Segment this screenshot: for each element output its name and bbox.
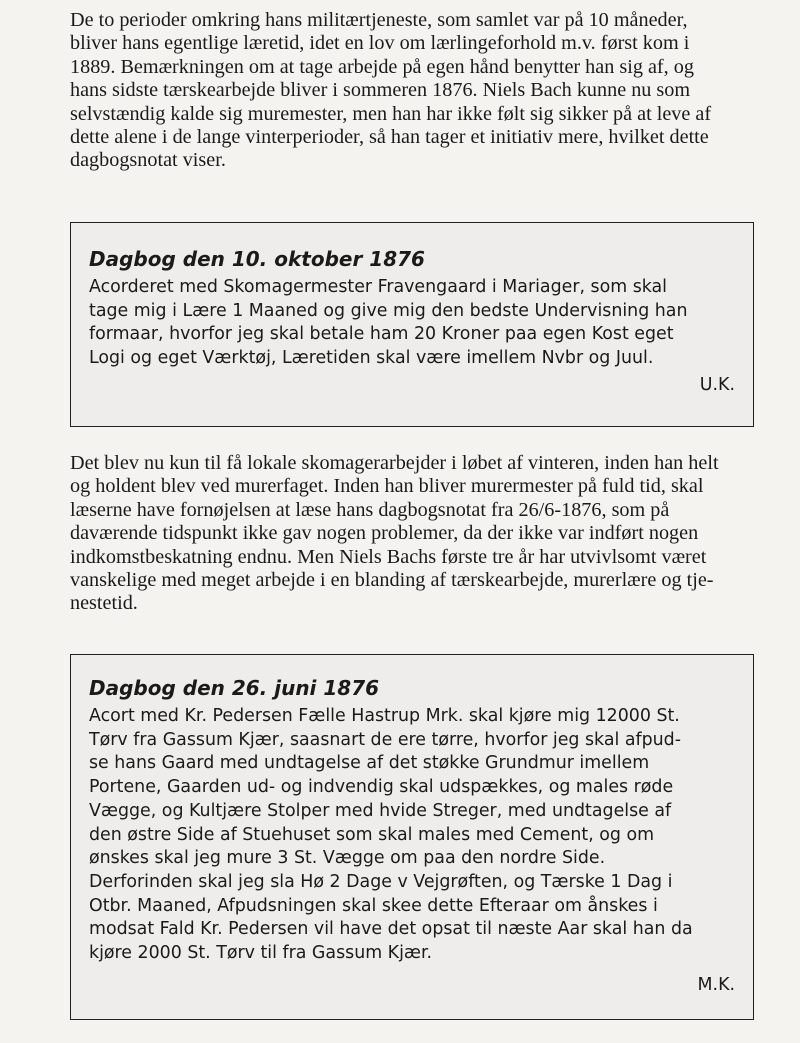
diary-signature: U.K. bbox=[699, 375, 735, 395]
text-line: daværende tidspunkt ikke gav nogen problemer, da der ikke var indført nogen bbox=[70, 522, 699, 545]
text-line: dette alene i de lange vinterperioder, så han tager et initiativ mere, hvilket dette bbox=[70, 126, 709, 149]
text-line: læserne have fornøjelsen at læse hans dagbogsnotat fra 26/6-1876, som på bbox=[70, 498, 670, 521]
paragraph-transition bbox=[70, 452, 754, 616]
text-line: De to perioder omkring hans militærtjeneste, som samlet var på 10 måneder, bbox=[70, 9, 688, 31]
text-line: ønskes skal jeg mure 3 St. Vægge om paa den nordre Side. bbox=[89, 848, 606, 869]
text-line: Acorderet med Skomagermester Fravengaard i Mariager, som skal bbox=[89, 277, 668, 297]
paragraph-intro bbox=[70, 9, 754, 173]
text-line: vanskelige med meget arbejde i en blanding af tærskearbejde, murerlære og tje- bbox=[70, 569, 714, 592]
text-line: bliver hans egentlige læretid, idet en lov om lærlingeforhold m.v. først kom i bbox=[70, 32, 690, 55]
diary-entry-text bbox=[89, 705, 735, 966]
text-line: se hans Gaard med undtagelse af det støkke Grundmur imellem bbox=[89, 753, 650, 774]
diary-entry-text bbox=[89, 276, 735, 371]
text-line: Otbr. Maaned, Afpudsningen skal skee dette Efteraar om ånskes i bbox=[89, 895, 658, 916]
diary-title: Dagbog den 26. juni 1876 bbox=[89, 676, 380, 700]
text-line: Tørv fra Gassum Kjær, saasnart de ere tørre, hvorfor jeg skal afpud- bbox=[89, 729, 681, 750]
text-line: modsat Fald Kr. Pedersen vil have det opsat til næste Aar skal han da bbox=[89, 919, 693, 940]
diary-box-june bbox=[70, 654, 754, 1020]
text-line: den østre Side af Stuehuset som skal males med Cement, og om bbox=[89, 824, 655, 845]
text-line: Logi og eget Værktøj, Læretiden skal være imellem Nvbr og Juul. bbox=[89, 348, 654, 369]
text-line: 1889. Bemærkningen om at tage arbejde på egen hånd benytter han sig af, og bbox=[70, 55, 694, 78]
text-line: Portene, Gaarden ud- og indvendig skal udspækkes, og males røde bbox=[89, 777, 674, 798]
text-line: Derforinden skal jeg sla Hø 2 Dage v Vejgrøften, og Tærske 1 Dag i bbox=[89, 871, 673, 892]
text-line: nestetid. bbox=[70, 592, 138, 615]
text-line: Det blev nu kun til få lokale skomagerarbejder i løbet af vinteren, inden han helt bbox=[70, 452, 719, 474]
text-line: formaar, hvorfor jeg skal betale ham 20 Kroner paa egen Kost eget bbox=[89, 324, 674, 345]
text-line: kjøre 2000 St. Tørv til fra Gassum Kjær. bbox=[89, 943, 433, 964]
text-line: selvstændig kalde sig muremester, men han har ikke følt sig sikker på at leve af bbox=[70, 102, 712, 125]
text-line: og holdent blev ved murerfaget. Inden han bliver murermester på fuld tid, skal bbox=[70, 475, 704, 498]
text-line: tage mig i Lære 1 Maaned og give mig den bedste Undervisning han bbox=[89, 300, 688, 321]
text-line: dagbogsnotat viser. bbox=[70, 149, 226, 172]
text-line: Vægge, og Kultjære Stolper med hvide Streger, med undtagelse af bbox=[89, 800, 672, 821]
text-line: indkomstbeskatning endnu. Men Niels Bachs første tre år har utvivlsomt været bbox=[70, 545, 707, 568]
text-line: Acort med Kr. Pedersen Fælle Hastrup Mrk. skal kjøre mig 12000 St. bbox=[89, 706, 680, 726]
diary-signature: M.K. bbox=[697, 975, 735, 995]
diary-box-october bbox=[70, 222, 754, 427]
text-line: hans sidste tærskearbejde bliver i sommeren 1876. Niels Bach kunne nu som bbox=[70, 79, 691, 102]
diary-title: Dagbog den 10. oktober 1876 bbox=[89, 247, 425, 271]
